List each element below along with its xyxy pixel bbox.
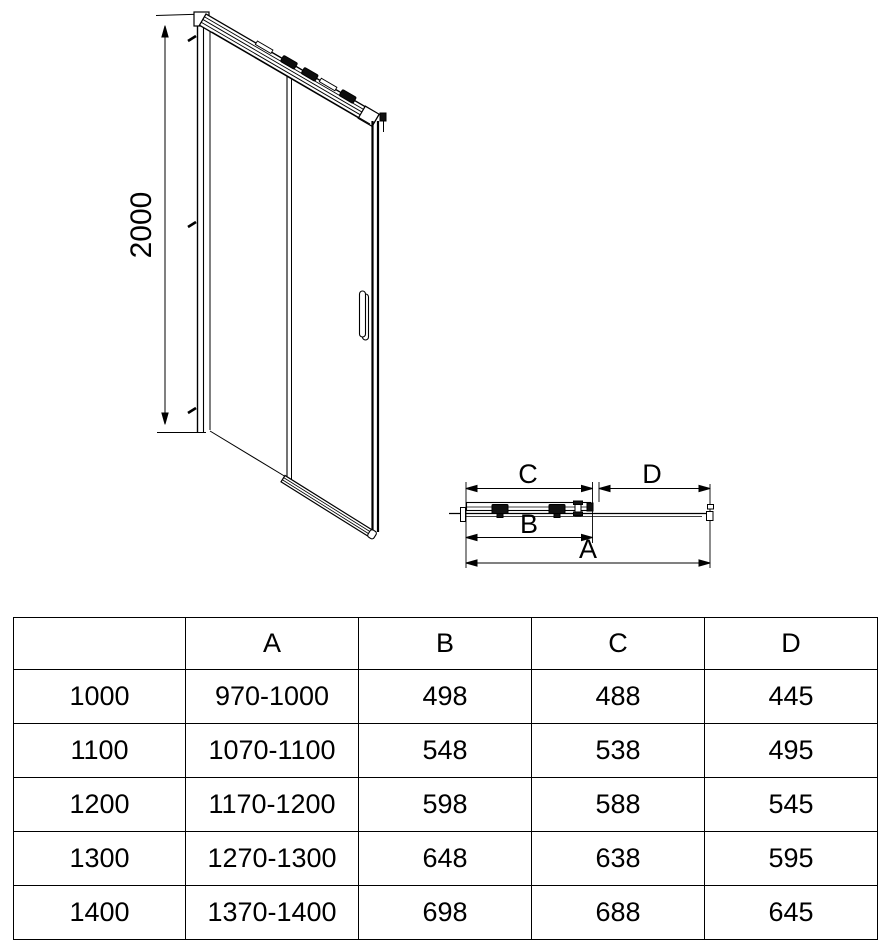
cell-c: 638 (532, 832, 705, 886)
cell-a: 1370-1400 (186, 886, 359, 940)
cell-a: 1070-1100 (186, 724, 359, 778)
header-d: D (705, 618, 878, 670)
cell-size: 1200 (14, 778, 186, 832)
roller-plan (492, 505, 508, 518)
cell-d: 495 (705, 724, 878, 778)
size-table (13, 617, 878, 940)
glass-end-cap-plan (707, 512, 714, 521)
top-rail (199, 11, 380, 126)
cell-d: 445 (705, 670, 878, 724)
dim-c-label: C (518, 459, 538, 489)
plan-view-drawing (449, 459, 714, 568)
cell-d: 645 (705, 886, 878, 940)
header-c: C (532, 618, 705, 670)
cell-b: 498 (359, 670, 532, 724)
dim-a-label: A (578, 534, 598, 564)
cell-size: 1300 (14, 832, 186, 886)
profile-block-plan (587, 503, 593, 511)
table-row (14, 886, 878, 940)
fixed-panel (210, 76, 292, 480)
cell-b: 648 (359, 832, 532, 886)
dim-b-label: B (519, 509, 539, 539)
plan-assembly (449, 501, 714, 522)
dim-a (466, 534, 710, 564)
table-row (14, 724, 878, 778)
cell-size: 1000 (14, 670, 186, 724)
cell-c: 538 (532, 724, 705, 778)
glass-clamp-plan (574, 501, 583, 516)
header-size (14, 618, 186, 670)
cell-c: 688 (532, 886, 705, 940)
front-view-drawing (125, 11, 386, 540)
cell-a: 1170-1200 (186, 778, 359, 832)
cell-size: 1400 (14, 886, 186, 940)
cell-c: 488 (532, 670, 705, 724)
wall-profile-left (188, 12, 210, 432)
cell-b: 548 (359, 724, 532, 778)
wall-bracket-middle (188, 222, 196, 227)
cell-b: 598 (359, 778, 532, 832)
fixed-panel-bottom-edge (210, 431, 286, 477)
cell-c: 588 (532, 778, 705, 832)
table-row (14, 832, 878, 886)
cell-a: 970-1000 (186, 670, 359, 724)
table-row (14, 670, 878, 724)
cell-size: 1100 (14, 724, 186, 778)
rail-end-bracket (380, 113, 386, 121)
cell-a: 1270-1300 (186, 832, 359, 886)
dim-d (599, 459, 710, 489)
table-header-row (14, 618, 878, 670)
table-row (14, 778, 878, 832)
bottom-rail (281, 475, 378, 540)
sliding-panel-profile (373, 113, 387, 532)
cell-b: 698 (359, 886, 532, 940)
roller-plan (549, 505, 565, 518)
header-b: B (359, 618, 532, 670)
dim-c (466, 459, 593, 489)
height-dim-label: 2000 (125, 191, 158, 259)
wall-bracket-top (188, 36, 196, 41)
cell-d: 545 (705, 778, 878, 832)
end-bracket-plan (708, 505, 714, 510)
wall-profile-plan-left (461, 508, 466, 522)
wall-bracket-bottom (188, 408, 196, 413)
door-handle (360, 291, 369, 340)
cell-d: 595 (705, 832, 878, 886)
dim-d-label: D (642, 459, 662, 489)
header-a: A (186, 618, 359, 670)
